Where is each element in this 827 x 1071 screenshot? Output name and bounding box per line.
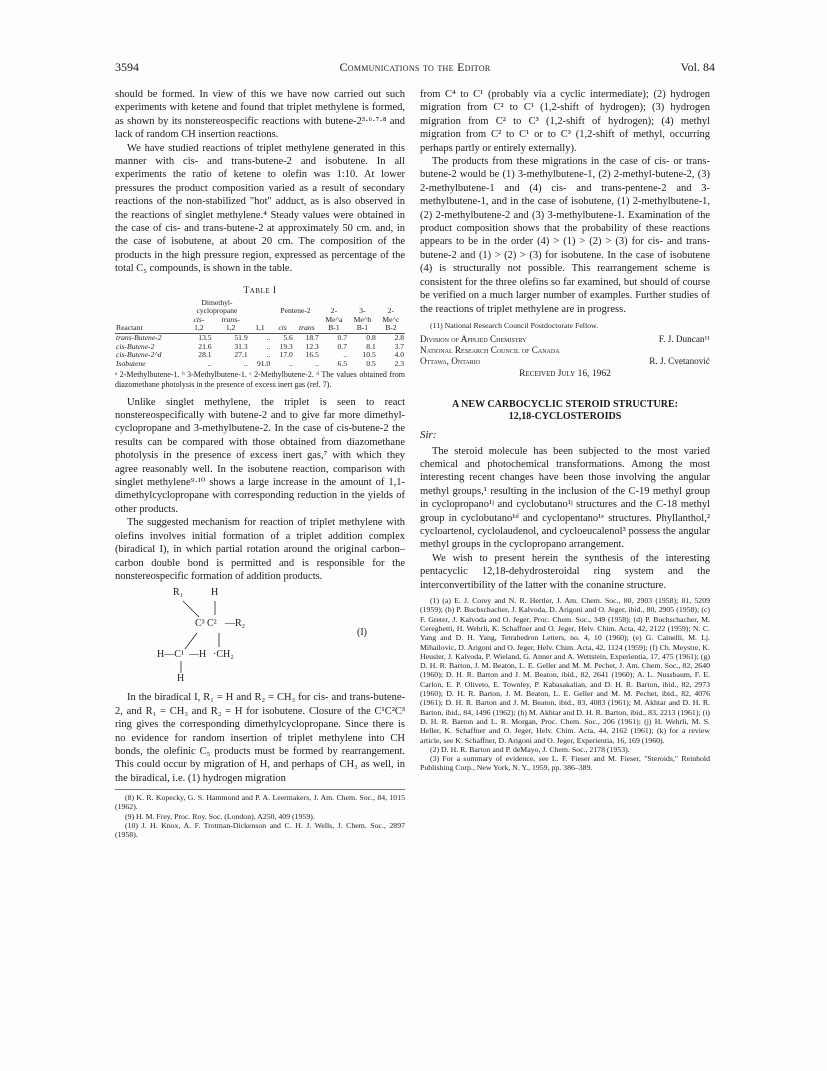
table-row [115,334,405,343]
affiliation-line [420,345,710,356]
paragraph: from C⁴ to C¹ (probably via a cyclic intermediate); (2) hydrogen migration from C² to C¹ (1,2-shift of hydrogen); (3) hydrogen migration from C² to C³ (1,2-shift of hydrogen); (4) methyl migration from C² to C¹ or to C³ (1,2-shift of methyl, occurring perhaps partly or entirely externally). [420,89,710,154]
table-header: Me^b [353,314,372,324]
h-label: H [177,673,185,685]
table-cell: 2.3 [394,358,404,368]
table-header: Me^c [382,314,400,324]
table-cell: .. [243,358,248,368]
table-cell: 27.1 [234,350,248,360]
table-cell: .. [266,350,271,360]
footnote: (3) For a summary of evidence, see L. F. Fieser and M. Fieser, "Steroids," Reinhold Publishing Corp., New York, N. Y., 1959, pp. 386–389. [420,754,710,773]
footnote: (11) National Research Council Postdoctorate Fellow. [430,320,599,330]
ch2-label: ·CH₂ [213,649,234,661]
table-cell: 13.5 [198,333,212,343]
r1-label: R₁ [173,587,184,599]
table-cell: .. [266,333,271,343]
author-name: F. J. Duncan¹¹ [658,334,710,345]
table-cell: 51.9 [234,333,248,343]
table-column-header: 1,2 [213,324,249,333]
table-header: 3- [359,306,366,316]
table-cell: 4.0 [394,350,404,360]
table-column-header: B-1 [348,324,377,333]
paragraph: In the biradical I, R₁ = H and R₂ = CH₃ for cis- and trans-butene-2, and R₁ = CH₃ and R₂ = H for isobutene. Closure of the C¹C²C³ ring gives the corresponding dimethylcyclopropane. Since there is no evidence for random insertion of triplet methylene into CH bonds, the olefinic C₅ products must be formed by rearrangement. This could occur by migration of H, and perhaps of CH₃ as well, in the biradical, i.e. (1) hydrogen migration [115,692,405,784]
affiliation-text: National Research Council of Canada [420,345,560,356]
page-number: 3594 [115,60,139,74]
paragraph: We wish to present herein the synthesis of the interesting pentacyclic 12,18-dehydrosteroidal ring system and the interconvertibility of the latter with the conanine structure. [420,552,710,591]
paragraph: should be formed. In view of this we have now carried out such experiments with ketene and found that triplet methylene is formed, as shown by its nonstereospecific reactions with butene-2³·⁶·⁷·⁸ and lack of random CH insertion reactions. [115,89,405,141]
author-name: R. J. Cvetanović [649,356,710,367]
footnote: (1) (a) E. J. Corey and N. R. Hertler, J. Am. Chem. Soc., 80, 2903 (1958); 81, 5209 (1959); (b) P. Buchschacher, J. Kalvoda, D. Arigoni and O. Jeger, ibid., 80, 2905 (1958); (c) F. Greter, J. Kalvoda and O. Jeger, Proc. Chem. Soc., 349 (1958); (d) P. Buchschacher, M. Cereghetti, H. Wehrli, K. Schaffner and O. Jeger, Helv. Chim. Acta, 42, 2122 (1959); N. C. Yang and D. H. Yang, Tetrahedron Letters, no. 4, 10 (1960); (e) G. Cainelli, M. Lj. Mihailovic, D. Arigoni and O. Jeger, Helv. Chim. Acta, 42, 1124 (1959); (f) Ch. Meystre, K. Heusler, J. Kalvoda, P. Wieland, G. Anner and A. Wettstein, Experientia, 17, 475 (1961); (g) D. H. R. Barton, J. M. Beaton, L. E. Geller and M. M. Pechet, J. Am. Chem. Soc., 82, 2640 (1960); D. H. R. Barton and J. M. Beaton, ibid., 82, 2641 (1960); A. L. Nussbaum, F. E. Carlon, E. P. Oliveto, E. Townley, P. Kabasakalian, and D. H. R. Barton, ibid., 82, 2973 (1960); D. H. R. Barton, J. M. Beaton, L. E. Geller and M. M. Pechet, ibid., 82, 4076 (1961); D. H. R. Barton and J. M. Beaton, ibid., 83, 4083 (1961); M. Akhtar and D. H. R. Barton, ibid., 84, 1496 (1962); (h) M. Akhtar and D. H. R. Barton, ibid., 83, 2213 (1961); (i) D. H. R. Barton and L. R. Morgan, Proc. Chem. Soc., 206 (1961); (j) H. Wehrli, M. S. Heller, K. Schaffner and O. Jeger, Helv. Chim. Acta, 44, 2162 (1961); (k) for a review article, see K. Schaffner, D. Arigoni and O. Jeger, Experientia, 16, 169 (1960). [420,596,710,745]
table-cell: 19.3 [279,341,293,351]
table-column-header: Reactant [115,324,185,333]
h-label: H [211,587,219,599]
affiliation-line [420,356,710,367]
table-column-header: 1,2 [185,324,212,333]
paragraph: The steroid molecule has been subjected to the most varied chemical and photochemical transformations. Among the most interesting recent changes have been those involving the angular methyl groups,¹ resulting in the inclusion of the C-19 methyl group in cyclopropano¹ʲ and cyclobutano¹ʲ structures and the C-18 methyl group in cyclobutano¹ᵈ and cyclopentano¹ᵉ structures. Phyllanthol,² cycloartenol, cyclolaudenol, and cycloeucalenol³ possess the angular methyl groups in the cyclopropano arrangement. [420,445,710,551]
table-header: Pentene-2 [280,306,311,316]
article-title-line: A NEW CARBOCYCLIC STEROID STRUCTURE: [452,399,678,411]
table-cell: 0.8 [366,333,376,343]
table-cell: 12.3 [305,341,319,351]
table-cell: cis-Butene-2^d [116,350,162,360]
left-column [115,88,405,840]
c1-label: H—C¹ [157,649,184,661]
table-cell: 31.3 [234,341,248,351]
received-date: Received July 16, 1962 [519,369,611,380]
table-cell: 10.5 [362,350,376,360]
table-title: Table I [243,285,277,296]
table-cell: 18.7 [305,333,319,343]
table-cell: .. [315,358,319,368]
table-header: trans- [221,314,240,324]
paragraph: The products from these migrations in the case of cis- or trans-butene-2 would be (1) 3-methylbutene-1, (2) 2-methyl-butene-2, (3) 2-methylbutene-1 and (4) cis- and trans-pentene-2 and 3-methylbutene-1, and in the case of isobutene, (1) 2-methylbutene-1, (2) 2-methylbutene-2 and (3) 3-methylbutene-1. Examination of the product composition shows that the probability of these reactions appears to be in the order (4) > (1) > (2) > (3) for cis- and trans-butene-2 and (1) > (2) > (3) for isobutene. In the case of isobutene (4) is structurally not possible. This rearrangement scheme is consistent for the three olefins so far examined, but should of course be verified on a much larger number of examples. Further studies of the reactions of triplet methylene are in progress. [420,156,710,315]
footnote-rule [115,789,405,790]
right-column [420,88,710,773]
table-cell: cis-Butene-2 [116,341,155,351]
table-column-header: cis [271,324,294,333]
table-cell: 0.5 [366,358,376,368]
r2-label: —R₂ [225,618,246,630]
table-column-header: 1,1 [249,324,272,333]
table-cell: .. [289,358,293,368]
running-title: Communications to the Editor [339,60,491,74]
footnote: (8) K. R. Kopecky, G. S. Hammond and P. A. Leermakers, J. Am. Chem. Soc., 84, 1015 (1962). [115,793,405,812]
structure-number: (I) [357,627,367,639]
table-cell: .. [343,350,348,360]
affiliation-text: Division of Applied Chemistry [420,334,527,345]
table-cell: Isobutene [116,358,146,368]
page-header [115,60,715,76]
article-title-line: 12,18-CYCLOSTEROIDS [508,411,622,423]
table-row [115,360,405,369]
affiliation-line [420,334,710,345]
article-title [420,399,710,423]
table-cell: 6.5 [337,358,348,368]
paragraph: Unlike singlet methylene, the triplet is seen to react nonstereospecifically with butene-2 and to give far more dimethyl-cyclopropane and 3-methylbutene-2. In the case of cis-butene-2 the results can be compared with those obtained from diazomethane photolysis in the presence of excess inert gas,⁷ with which they agree reasonably well. In the isobutene reaction, comparison with singlet methylene⁹·¹⁰ shows a large increase in the amount of 1,1-dimethylcyclopropane with corresponding reduction in the yields of other products. [115,396,405,515]
salutation: Sir: [420,429,437,442]
affiliation-text: Ottawa, Ontario [420,356,481,367]
volume: Vol. 84 [680,60,715,74]
table-cell: 21.6 [198,341,212,351]
footnote: (9) H. M. Frey, Proc. Roy. Soc. (London), A250, 409 (1959). [125,811,315,821]
table-footnote: ᵃ 2-Methylbutene-1. ᵇ 3-Methylbutene-1. ᶜ 2-Methylbutene-2. ᵈ The values obtained from diazomethane photolysis in the presence of excess inert gas (ref. 7). [115,370,405,390]
table-cell: 16.5 [305,350,319,360]
table-1 [115,299,405,369]
footnote: (2) D. H. R. Barton and P. deMayo, J. Chem. Soc., 2178 (1953). [430,744,630,754]
table-column-header: B-2 [377,324,405,333]
paragraph: The suggested mechanism for reaction of triplet methylene with olefins involves initial formation of a triplet addition complex (biradical I), in which partial rotation around the original carbon–carbon double bond is permitted and is responsible for the nonstereospecific formation of addition products. [115,517,405,582]
c3-label: C³ [195,618,205,630]
table-cell: 28.1 [198,350,212,360]
table-cell: .. [207,358,212,368]
table-cell: 3.7 [394,341,404,351]
table-cell: 91.0 [256,358,271,368]
table-header: cis- [193,314,205,324]
table-header: Me^a [325,314,343,324]
footnote: (10) J. H. Knox, A. F. Trotman-Dickenson and C. H. J. Wells, J. Chem. Soc., 2897 (1958). [115,821,405,840]
table-cell: 8.1 [366,341,376,351]
table-column-header: trans [294,324,320,333]
h-label: —H [189,649,207,661]
table-cell: trans-Butene-2 [116,333,162,343]
c2-label: C² [207,618,217,630]
table-cell: 0.7 [337,333,348,343]
table-cell: 2.8 [394,333,404,343]
paragraph: We have studied reactions of triplet methylene generated in this manner with cis- and trans-butene-2 and isobutene. In all experiments the ratio of ketene to olefin was 1:10. At lower pressures the product composition varied as a result of secondary reactions of the non-stabilized "hot" adduct, as is also observed in the reactions of singlet methylene.⁴ Steady values were obtained in the case of cis- and trans-butene-2 at approximately 50 cm. and, in the case of isobutene, at about 20 cm. The composition of the products in the high pressure region, expressed as percentage of the total C₅ compounds, is shown in the table. [115,142,405,275]
table-header: Dimethyl- [201,297,233,307]
table-header: 2- [330,306,338,316]
biradical-structure [115,587,405,687]
table-header: 2- [387,306,395,316]
table-cell: 17.0 [279,350,293,360]
table-cell: 5.6 [283,333,293,343]
table-header: cyclopropane [196,306,238,316]
table-cell: 0.7 [337,341,348,351]
table-cell: .. [266,341,271,351]
table-column-header: B-1 [320,324,348,333]
